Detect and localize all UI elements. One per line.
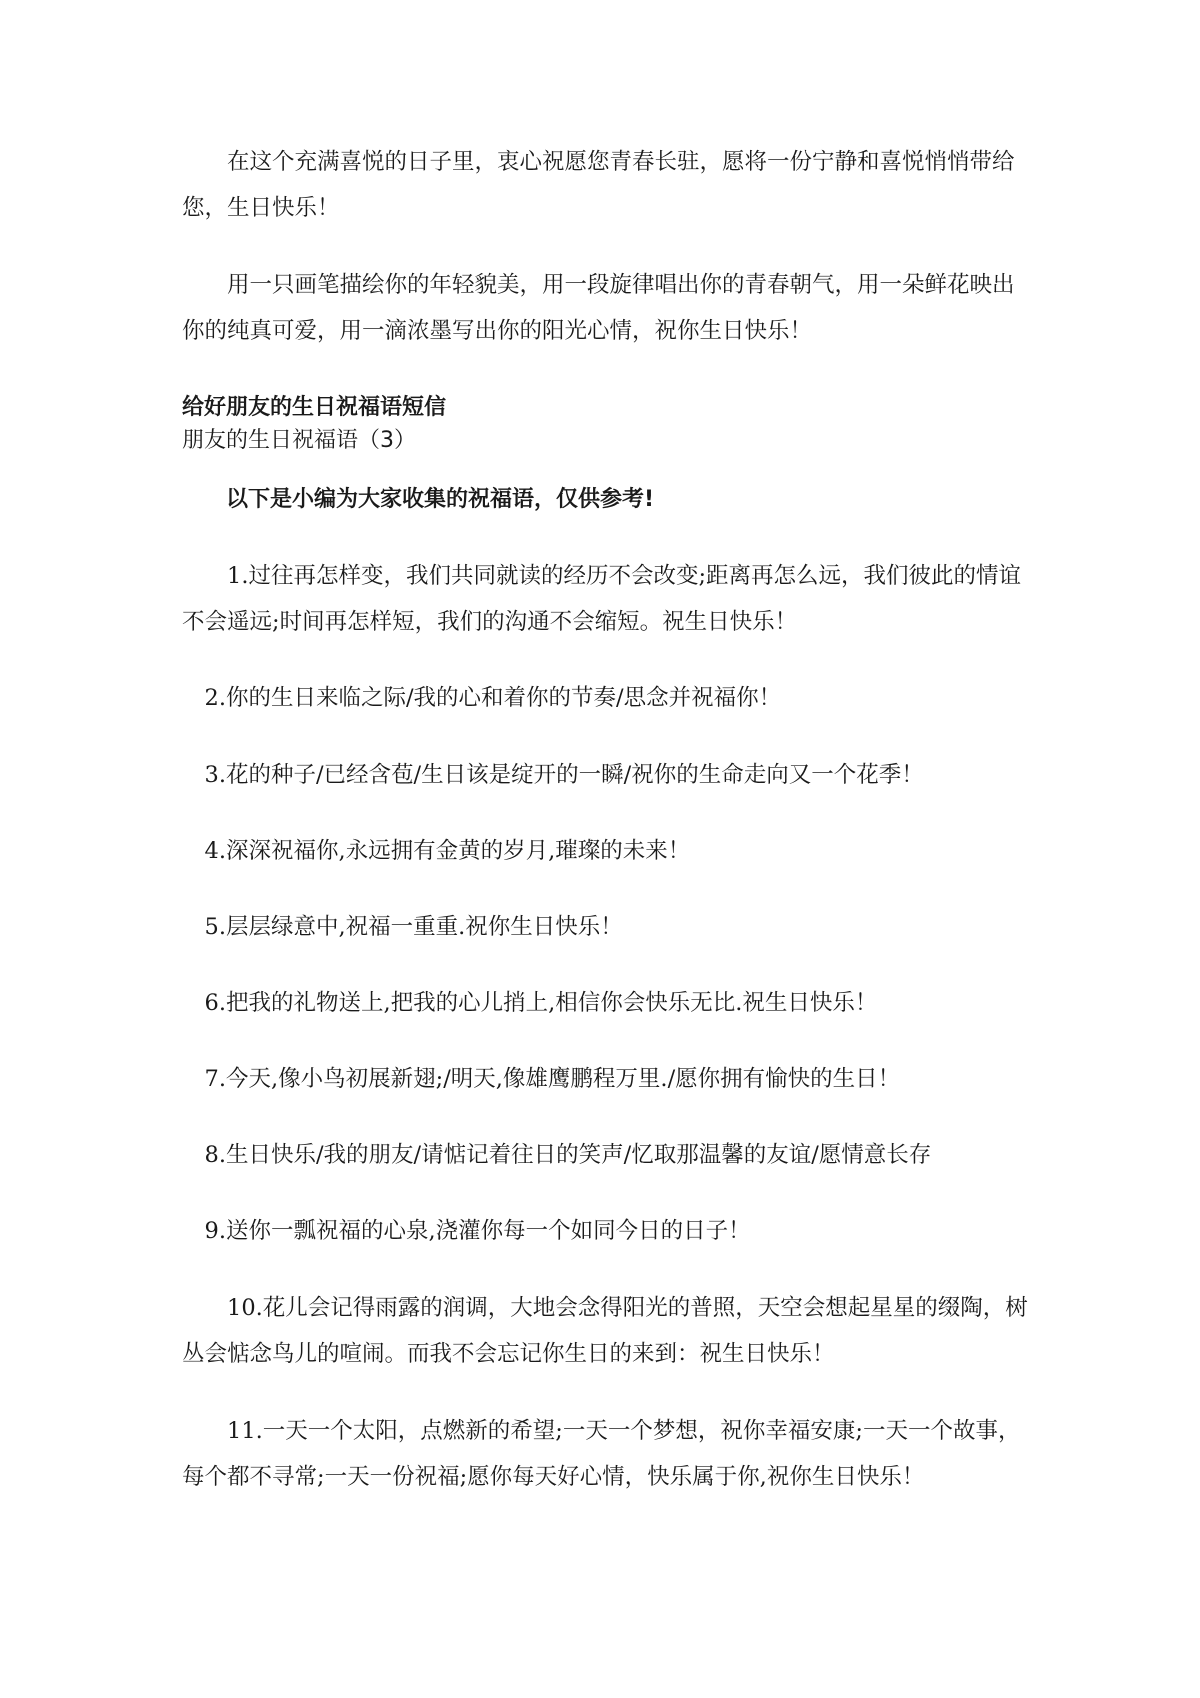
list-item-11: 11.一天一个太阳，点燃新的希望;一天一个梦想，祝你幸福安康;一天一个故事，每个都不寻常;一天一份祝福;愿你每天好心情，快乐属于你,祝你生日快乐！ (182, 1418, 1021, 1490)
intro-line: 以下是小编为大家收集的祝福语，仅供参考! (226, 487, 655, 512)
list-item-2: 2.你的生日来临之际/我的心和着你的节奏/思念并祝福你！ (204, 685, 782, 711)
section-heading: 给好朋友的生日祝福语短信 (182, 395, 447, 420)
list-item-10: 10.花儿会记得雨露的润调，大地会念得阳光的普照，天空会想起星星的缀陶，树丛会惦念鸟儿的喧闹。而我不会忘记你生日的来到：祝生日快乐！ (182, 1295, 1028, 1367)
list-item-1: 1.过往再怎样变，我们共同就读的经历不会改变;距离再怎么远，我们彼此的情谊不会遥远;时间再怎样短，我们的沟通不会缩短。祝生日快乐！ (182, 563, 1022, 635)
list-item-6: 6.把我的礼物送上,把我的心儿捎上,相信你会快乐无比.祝生日快乐！ (204, 990, 878, 1016)
list-item-5: 5.层层绿意中,祝福一重重.祝你生日快乐！ (204, 914, 623, 940)
paragraph-greeting-2: 用一只画笔描绘你的年轻貌美，用一段旋律唱出你的青春朝气，用一朵鲜花映出你的纯真可爱，用一滴浓墨写出你的阳光心情，祝你生日快乐！ (182, 272, 1015, 344)
list-item-7: 7.今天,像小鸟初展新翅;/明天,像雄鹰鹏程万里./愿你拥有愉快的生日！ (204, 1066, 901, 1092)
list-item-8: 8.生日快乐/我的朋友/请惦记着往日的笑声/忆取那温馨的友谊/愿情意长存 (204, 1142, 932, 1168)
list-item-3: 3.花的种子/已经含苞/生日该是绽开的一瞬/祝你的生命走向又一个花季！ (204, 762, 924, 788)
paragraph-greeting-1: 在这个充满喜悦的日子里，衷心祝愿您青春长驻，愿将一份宁静和喜悦悄悄带给您，生日快乐！ (182, 149, 1015, 221)
list-item-4: 4.深深祝福你,永远拥有金黄的岁月,璀璨的未来！ (204, 838, 691, 864)
section-subheading: 朋友的生日祝福语（3） (182, 428, 416, 453)
list-item-9: 9.送你一瓢祝福的心泉,浇灌你每一个如同今日的日子！ (204, 1218, 751, 1244)
